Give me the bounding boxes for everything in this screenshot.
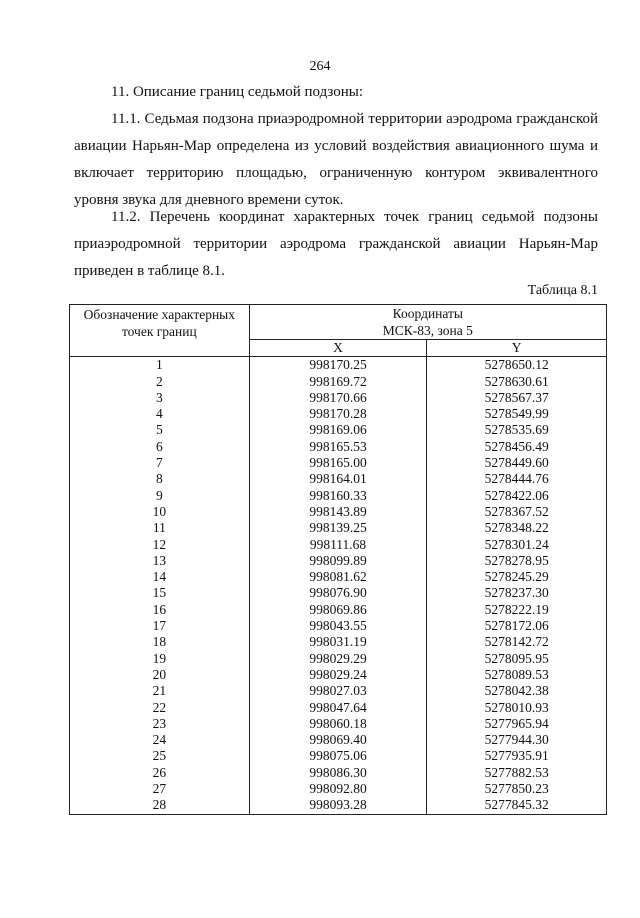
y-coordinate-cell: 5278237.30 bbox=[427, 585, 607, 601]
paragraph-11-2: 11.2. Перечень координат характерных точек границ седьмой подзоны приаэродромной территории аэродрома гражданской авиации Нарьян-Мар приведен в таблице 8.1. bbox=[74, 209, 598, 279]
y-coordinate-cell: 5277944.30 bbox=[427, 732, 607, 748]
table-row bbox=[70, 683, 607, 699]
y-coordinate-cell: 5278456.49 bbox=[427, 439, 607, 455]
point-number-cell: 1 bbox=[70, 357, 250, 374]
x-coordinate-cell: 998099.89 bbox=[249, 553, 427, 569]
x-coordinate-cell: 998069.40 bbox=[249, 732, 427, 748]
header-point-designation: Обозначение характерных точек границ bbox=[70, 305, 250, 357]
point-number-cell: 8 bbox=[70, 471, 250, 487]
point-number-cell: 18 bbox=[70, 634, 250, 650]
table-row bbox=[70, 634, 607, 650]
point-number-cell: 24 bbox=[70, 732, 250, 748]
header-coordinates-system: МСК-83, зона 5 bbox=[382, 323, 473, 338]
table-caption: Таблица 8.1 bbox=[527, 283, 598, 298]
point-number-cell: 13 bbox=[70, 553, 250, 569]
point-number-cell: 19 bbox=[70, 651, 250, 667]
y-coordinate-cell: 5278367.52 bbox=[427, 504, 607, 520]
y-coordinate-cell: 5278222.19 bbox=[427, 602, 607, 618]
point-number-cell: 21 bbox=[70, 683, 250, 699]
header-y: Y bbox=[427, 340, 607, 357]
paragraph-11-1: 11.1. Седьмая подзона приаэродромной территории аэродрома гражданской авиации Нарьян-Мар определена из условий воздействия авиационного шума и включает территорию площадью, ограниченную контуром эквивалентного уровня звука для дневного времени суток. bbox=[74, 111, 598, 208]
y-coordinate-cell: 5278042.38 bbox=[427, 683, 607, 699]
header-coordinates bbox=[249, 305, 606, 340]
table-row bbox=[70, 732, 607, 748]
x-coordinate-cell: 998047.64 bbox=[249, 700, 427, 716]
table-row bbox=[70, 765, 607, 781]
table-row bbox=[70, 797, 607, 814]
table-row bbox=[70, 700, 607, 716]
point-number-cell: 15 bbox=[70, 585, 250, 601]
table-row bbox=[70, 520, 607, 536]
table-row bbox=[70, 471, 607, 487]
point-number-cell: 22 bbox=[70, 700, 250, 716]
x-coordinate-cell: 998075.06 bbox=[249, 748, 427, 764]
y-coordinate-cell: 5277965.94 bbox=[427, 716, 607, 732]
y-coordinate-cell: 5278010.93 bbox=[427, 700, 607, 716]
point-number-cell: 6 bbox=[70, 439, 250, 455]
x-coordinate-cell: 998111.68 bbox=[249, 537, 427, 553]
x-coordinate-cell: 998081.62 bbox=[249, 569, 427, 585]
table-row bbox=[70, 651, 607, 667]
x-coordinate-cell: 998169.06 bbox=[249, 422, 427, 438]
x-coordinate-cell: 998170.66 bbox=[249, 390, 427, 406]
table-row bbox=[70, 406, 607, 422]
point-number-cell: 10 bbox=[70, 504, 250, 520]
y-coordinate-cell: 5278535.69 bbox=[427, 422, 607, 438]
y-coordinate-cell: 5277845.32 bbox=[427, 797, 607, 814]
table-row bbox=[70, 781, 607, 797]
x-coordinate-cell: 998027.03 bbox=[249, 683, 427, 699]
table-row bbox=[70, 455, 607, 471]
x-coordinate-cell: 998076.90 bbox=[249, 585, 427, 601]
table-row bbox=[70, 504, 607, 520]
point-number-cell: 12 bbox=[70, 537, 250, 553]
y-coordinate-cell: 5278630.61 bbox=[427, 374, 607, 390]
table-row bbox=[70, 569, 607, 585]
y-coordinate-cell: 5277935.91 bbox=[427, 748, 607, 764]
table-row bbox=[70, 422, 607, 438]
page-number: 264 bbox=[309, 59, 331, 74]
point-number-cell: 14 bbox=[70, 569, 250, 585]
y-coordinate-cell: 5278549.99 bbox=[427, 406, 607, 422]
x-coordinate-cell: 998031.19 bbox=[249, 634, 427, 650]
point-number-cell: 2 bbox=[70, 374, 250, 390]
y-coordinate-cell: 5278301.24 bbox=[427, 537, 607, 553]
x-coordinate-cell: 998086.30 bbox=[249, 765, 427, 781]
y-coordinate-cell: 5277850.23 bbox=[427, 781, 607, 797]
y-coordinate-cell: 5278567.37 bbox=[427, 390, 607, 406]
x-coordinate-cell: 998043.55 bbox=[249, 618, 427, 634]
point-number-cell: 17 bbox=[70, 618, 250, 634]
table-row bbox=[70, 748, 607, 764]
point-number-cell: 3 bbox=[70, 390, 250, 406]
y-coordinate-cell: 5278095.95 bbox=[427, 651, 607, 667]
x-coordinate-cell: 998060.18 bbox=[249, 716, 427, 732]
point-number-cell: 27 bbox=[70, 781, 250, 797]
point-number-cell: 9 bbox=[70, 488, 250, 504]
table-row bbox=[70, 602, 607, 618]
y-coordinate-cell: 5278089.53 bbox=[427, 667, 607, 683]
table-row bbox=[70, 488, 607, 504]
table-row bbox=[70, 537, 607, 553]
point-number-cell: 5 bbox=[70, 422, 250, 438]
y-coordinate-cell: 5278172.06 bbox=[427, 618, 607, 634]
point-number-cell: 16 bbox=[70, 602, 250, 618]
x-coordinate-cell: 998164.01 bbox=[249, 471, 427, 487]
y-coordinate-cell: 5278449.60 bbox=[427, 455, 607, 471]
section-heading: 11. Описание границ седьмой подзоны: bbox=[111, 84, 363, 100]
x-coordinate-cell: 998169.72 bbox=[249, 374, 427, 390]
table-row bbox=[70, 439, 607, 455]
point-number-cell: 11 bbox=[70, 520, 250, 536]
y-coordinate-cell: 5278142.72 bbox=[427, 634, 607, 650]
table-row bbox=[70, 390, 607, 406]
y-coordinate-cell: 5278278.95 bbox=[427, 553, 607, 569]
table-row bbox=[70, 553, 607, 569]
table-row bbox=[70, 716, 607, 732]
x-coordinate-cell: 998139.25 bbox=[249, 520, 427, 536]
table-row bbox=[70, 618, 607, 634]
header-coordinates-title: Координаты bbox=[392, 306, 464, 321]
y-coordinate-cell: 5278444.76 bbox=[427, 471, 607, 487]
table-row bbox=[70, 585, 607, 601]
point-number-cell: 28 bbox=[70, 797, 250, 814]
x-coordinate-cell: 998092.80 bbox=[249, 781, 427, 797]
point-number-cell: 26 bbox=[70, 765, 250, 781]
y-coordinate-cell: 5277882.53 bbox=[427, 765, 607, 781]
x-coordinate-cell: 998029.24 bbox=[249, 667, 427, 683]
x-coordinate-cell: 998165.00 bbox=[249, 455, 427, 471]
table-row bbox=[70, 357, 607, 374]
point-number-cell: 25 bbox=[70, 748, 250, 764]
x-coordinate-cell: 998143.89 bbox=[249, 504, 427, 520]
x-coordinate-cell: 998029.29 bbox=[249, 651, 427, 667]
x-coordinate-cell: 998160.33 bbox=[249, 488, 427, 504]
y-coordinate-cell: 5278422.06 bbox=[427, 488, 607, 504]
x-coordinate-cell: 998170.25 bbox=[249, 357, 427, 374]
y-coordinate-cell: 5278348.22 bbox=[427, 520, 607, 536]
y-coordinate-cell: 5278245.29 bbox=[427, 569, 607, 585]
point-number-cell: 23 bbox=[70, 716, 250, 732]
x-coordinate-cell: 998093.28 bbox=[249, 797, 427, 814]
table-row bbox=[70, 374, 607, 390]
x-coordinate-cell: 998170.28 bbox=[249, 406, 427, 422]
table-body bbox=[70, 357, 607, 814]
point-number-cell: 7 bbox=[70, 455, 250, 471]
table-row bbox=[70, 667, 607, 683]
x-coordinate-cell: 998165.53 bbox=[249, 439, 427, 455]
point-number-cell: 4 bbox=[70, 406, 250, 422]
coordinates-table bbox=[69, 304, 607, 815]
point-number-cell: 20 bbox=[70, 667, 250, 683]
header-x: X bbox=[249, 340, 427, 357]
x-coordinate-cell: 998069.86 bbox=[249, 602, 427, 618]
y-coordinate-cell: 5278650.12 bbox=[427, 357, 607, 374]
